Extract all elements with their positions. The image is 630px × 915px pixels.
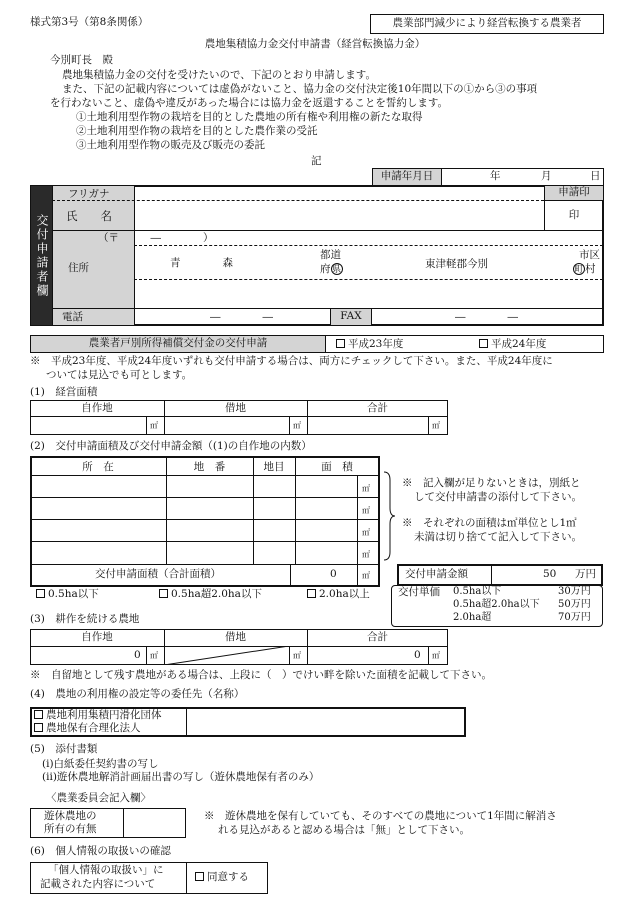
address-label: 住所	[68, 262, 89, 274]
section2-heading: (2) 交付申請面積及び交付申請金額（(1)の自作地の内数）	[30, 440, 312, 452]
s2-col-landtype: 地目	[263, 461, 285, 473]
privacy-agree-label: 同意する	[207, 871, 249, 883]
s2-total-value: 0	[330, 568, 337, 580]
s2-note1b: して交付申請書の添付して下さい。	[414, 491, 582, 503]
tier-opt-1[interactable]	[36, 588, 99, 601]
s2-note2a: ※ それぞれの面積は㎡単位とし1㎡	[402, 517, 577, 529]
postal-code: （〒 ― ）	[98, 232, 214, 244]
category-box	[370, 14, 604, 34]
rate-tier-2: 0.5ha超2.0ha以下	[453, 599, 540, 610]
s3-col-lease: 借地	[225, 631, 246, 643]
household-label	[31, 336, 325, 352]
section3-heading: (3) 耕作を続ける農地	[30, 613, 140, 625]
amount-value: 50	[543, 568, 557, 580]
s2-note2b: 未満は切り捨てて記入して下さい。	[414, 531, 582, 543]
tier-label-3: 2.0ha以上	[319, 588, 370, 600]
s3-unit-lease: ㎡	[293, 651, 301, 660]
opt-h23-label: 平成23年度	[348, 338, 404, 350]
s2-row4-unit: ㎡	[362, 550, 370, 559]
privacy-checkbox[interactable]	[195, 872, 204, 881]
s1-col-total: 合計	[367, 402, 388, 414]
s3-col-own: 自作地	[81, 631, 113, 643]
applicant-side-label-text: 交付申請者欄	[35, 213, 49, 298]
committee-heading: 〈農業委員会記入欄〉	[46, 792, 151, 804]
amount-unit: 万円	[575, 568, 596, 580]
prefecture: 青 森	[170, 257, 233, 269]
s3-unit-total: ㎡	[432, 651, 440, 660]
machi-circled: 町	[574, 265, 584, 275]
tier-checkbox-1[interactable]	[36, 589, 45, 598]
page-title: 農地集積協力金交付申請書（経営転換協力金）	[204, 38, 426, 50]
s2-col-area: 面 積	[321, 461, 353, 473]
tier-checkbox-2[interactable]	[159, 589, 168, 598]
son-label: 村	[585, 263, 596, 275]
s1-col-lease: 借地	[225, 402, 246, 414]
s4-checkbox-1[interactable]	[34, 710, 43, 719]
rate-label: 交付単価	[398, 586, 440, 598]
fu-label: 府	[320, 263, 331, 275]
s1-unit-total: ㎡	[432, 421, 440, 430]
s4-checkbox-2[interactable]	[34, 723, 43, 732]
address-detail-input[interactable]	[135, 280, 603, 308]
household-opt-h23[interactable]	[336, 338, 403, 351]
intro-p2b: を行わないこと、虚偽や違反があった場合には協力金を返還することを誓約します。	[50, 97, 449, 109]
rate-amount-3: 70万円	[558, 612, 591, 623]
s4-opt1[interactable]	[34, 709, 162, 722]
category-box-label: 農業部門減少により経営転換する農業者	[392, 17, 582, 30]
intro-p2a: また、下記の記載内容については虚偽がないこと、協力金の交付決定後10年間以下の①から③の事項	[62, 83, 538, 95]
committee-note-b: れる見込があると認める場合は「無」として下さい。	[218, 824, 470, 836]
section4-heading: (4) 農地の利用権の設定等の委任先（名称）	[30, 688, 245, 700]
fax-value[interactable]: ― ―	[455, 311, 518, 323]
section6-heading: (6) 個人情報の取扱いの確認	[30, 845, 171, 857]
seal-header-text: 申請印	[558, 186, 590, 199]
fuken-label	[320, 263, 343, 276]
section5-heading: (5) 添付書類	[30, 743, 98, 755]
furigana-label: フリガナ	[68, 188, 110, 200]
committee-note-a: ※ 遊休農地を保有していても、そのすべての農地について1年間に解消さ	[204, 810, 557, 822]
committee-label-a: 遊休農地の	[44, 810, 97, 822]
s3-unit-own: ㎡	[150, 651, 158, 660]
checkbox-h24[interactable]	[479, 339, 488, 348]
s2-row3-unit: ㎡	[362, 528, 370, 537]
s3-total-value: 0	[414, 649, 421, 661]
tier-opt-3[interactable]	[307, 588, 370, 601]
s4-opt2-label: 農地保有合理化法人	[46, 722, 141, 734]
household-note-b: ついては見込でも可とします。	[46, 369, 193, 381]
brace-icon	[382, 470, 396, 562]
s1-unit-lease: ㎡	[293, 421, 301, 430]
todofu-label: 都道	[320, 249, 341, 261]
seal-header	[545, 186, 603, 200]
s2-col-location: 所 在	[82, 461, 114, 473]
privacy-label-b: 記載された内容について	[40, 878, 156, 890]
s2-total-label: 交付申請面積（合計面積）	[95, 568, 221, 580]
s2-note1a: ※ 記入欄が足りないときは，別紙と	[402, 477, 581, 489]
label-column	[52, 186, 134, 325]
committee-label-b: 所有の有無	[44, 823, 97, 835]
seal-area[interactable]	[545, 201, 603, 230]
opt-h24-label: 平成24年度	[491, 338, 547, 350]
s2-row1-unit: ㎡	[362, 484, 370, 493]
s3-col-total: 合計	[367, 631, 388, 643]
ki-label: 記	[311, 155, 322, 167]
addressee: 今別町長 殿	[50, 54, 113, 66]
fax-label	[330, 309, 372, 325]
oath-item-3: ③土地利用型作物の販売及び販売の委託	[76, 139, 265, 151]
name-label: 氏 名	[66, 209, 112, 223]
tier-label-2: 0.5ha超2.0ha以下	[171, 588, 262, 600]
rate-amount-2: 50万円	[558, 599, 591, 610]
date-label-text: 申請年月日	[380, 170, 434, 183]
s5-item1: (i)白紙委任契約書の写し	[42, 758, 159, 770]
tier-checkbox-3[interactable]	[307, 589, 316, 598]
diagonal-slash	[164, 646, 289, 665]
oath-item-2: ②土地利用型作物の栽培を目的とした農作業の受託	[76, 125, 318, 137]
intro-p1: 農地集積協力金の交付を受けたいので、下記のとおり申請します。	[62, 69, 376, 81]
date-field[interactable]	[441, 168, 604, 186]
section3-note: ※ 自留地として残す農地がある場合は、上段に（ ）でけい畔を除いた面積を記載して下さい。	[30, 669, 492, 681]
household-note-a: ※ 平成23年度、平成24年度いずれも交付申請する場合は、両方にチェックして下さい。また、平成24年度に	[30, 355, 553, 367]
s5-item2: (ii)遊休農地解消計画届出書の写し（遊休農地保有者のみ）	[42, 771, 320, 783]
amount-label: 交付申請金額	[405, 568, 468, 580]
s1-unit-own: ㎡	[150, 421, 158, 430]
applicant-side-label	[31, 186, 52, 325]
checkbox-h23[interactable]	[336, 339, 345, 348]
phone-label: 電話	[62, 311, 83, 323]
rate-amount-1: 30万円	[558, 586, 591, 597]
section1-heading: (1) 経営面積	[30, 386, 98, 398]
privacy-label-a: 「個人情報の取扱い」に	[48, 864, 164, 876]
seal-mark: 印	[568, 208, 580, 221]
city-name: 東津軽郡今別	[425, 258, 488, 270]
s3-own-value: 0	[134, 649, 141, 661]
idle-land-input[interactable]	[124, 809, 185, 837]
privacy-agree[interactable]	[195, 871, 249, 884]
date-year-label: 年	[490, 170, 501, 183]
date-month-label: 月	[541, 170, 552, 183]
date-label	[372, 168, 442, 186]
date-day-label: 日	[590, 170, 601, 183]
phone-value[interactable]: ― ―	[210, 311, 273, 323]
tier-opt-2[interactable]	[159, 588, 262, 601]
name-input[interactable]	[135, 201, 543, 230]
oath-item-1: ①土地利用型作物の栽培を目的とした農地の所有権や利用権の新たな取得	[76, 111, 423, 123]
ken-circled: 県	[331, 265, 341, 275]
s2-col-lot: 地 番	[193, 461, 226, 473]
furigana-input[interactable]	[135, 186, 543, 200]
form-number: 様式第3号（第8条関係）	[30, 16, 149, 28]
household-opt-h24[interactable]	[479, 338, 546, 351]
s4-opt1-label: 農地利用集積円滑化団体	[46, 709, 162, 721]
machison-label	[573, 263, 596, 276]
s2-row2-unit: ㎡	[362, 506, 370, 515]
s1-col-own: 自作地	[81, 402, 113, 414]
s2-total-unit: ㎡	[362, 571, 370, 580]
rate-tier-3: 2.0ha超	[453, 612, 492, 623]
shiku-label: 市区	[579, 249, 600, 261]
s4-opt2[interactable]	[34, 722, 141, 735]
rate-tier-1: 0.5ha以下	[453, 586, 502, 597]
fax-label-text: FAX	[340, 310, 362, 323]
tier-label-1: 0.5ha以下	[48, 588, 99, 600]
household-label-text: 農業者戸別所得補償交付金の交付申請	[88, 337, 268, 350]
